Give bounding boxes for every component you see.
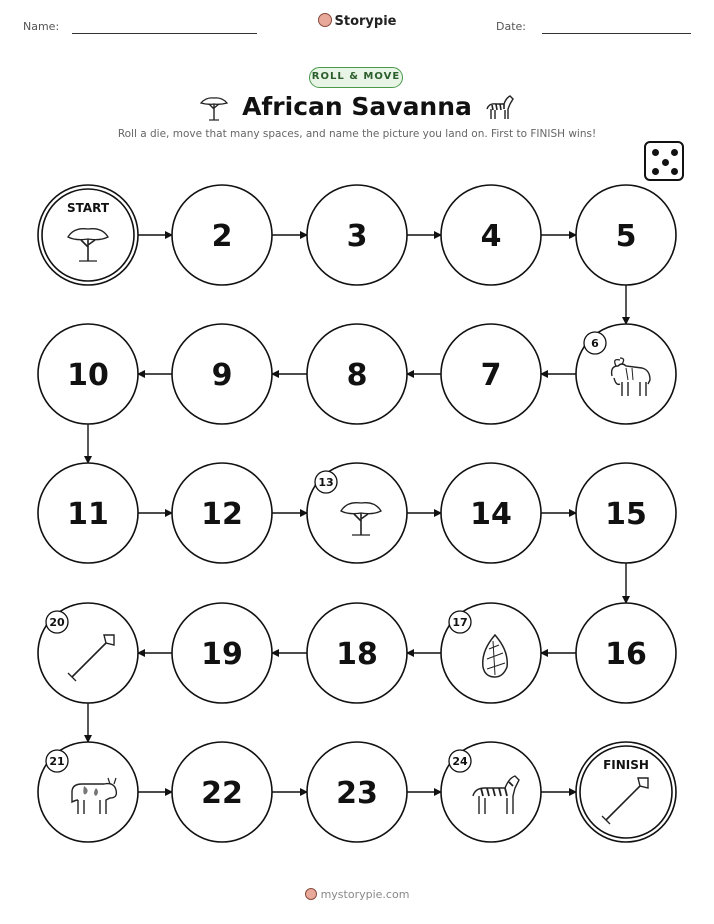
space-number: 15 — [605, 497, 647, 532]
board-space — [172, 603, 272, 703]
board-space — [441, 463, 541, 563]
space-number: 13 — [318, 476, 334, 489]
footer-url: mystorypie.com — [320, 888, 410, 901]
space-number: 9 — [211, 358, 233, 393]
start-label: START — [66, 201, 110, 215]
space-number: 2 — [211, 219, 233, 254]
board-space — [441, 742, 541, 842]
board-space — [576, 603, 676, 703]
board-space — [576, 463, 676, 563]
board-space — [307, 324, 407, 424]
space-number: 4 — [480, 219, 502, 254]
board-space — [172, 185, 272, 285]
board-space — [172, 742, 272, 842]
board-space — [576, 742, 676, 842]
space-number: 19 — [201, 637, 243, 672]
space-number: 12 — [201, 497, 243, 532]
space-number: 14 — [470, 497, 512, 532]
space-number: 23 — [336, 776, 378, 811]
board-space — [38, 603, 138, 703]
footer — [0, 888, 714, 901]
title-text: African Savanna — [242, 92, 472, 121]
space-number: 11 — [67, 497, 109, 532]
storypie-logo-icon — [305, 888, 317, 900]
board-space — [38, 463, 138, 563]
board-space — [307, 603, 407, 703]
space-number: 24 — [452, 755, 468, 768]
brand-name: Storypie — [334, 14, 397, 29]
space-number: 18 — [336, 637, 378, 672]
space-number: 22 — [201, 776, 243, 811]
board-space — [172, 324, 272, 424]
space-number: 5 — [615, 219, 637, 254]
roll-and-move-badge: ROLL & MOVE — [309, 67, 403, 88]
space-number: 20 — [49, 616, 65, 629]
space-number: 3 — [346, 219, 368, 254]
space-number: 7 — [480, 358, 502, 393]
board-space — [172, 463, 272, 563]
board-space — [441, 603, 541, 703]
space-number: 8 — [346, 358, 368, 393]
space-number: 10 — [67, 358, 109, 393]
board-space — [576, 185, 676, 285]
board-space — [441, 324, 541, 424]
date-label: Date: — [496, 20, 526, 33]
space-number: 21 — [49, 755, 65, 768]
finish-label: FINISH — [603, 758, 649, 772]
board-space — [307, 463, 407, 563]
board-space — [576, 324, 676, 424]
board-space — [38, 185, 138, 285]
board-space — [38, 742, 138, 842]
space-number: 17 — [452, 616, 468, 629]
name-label: Name: — [23, 20, 60, 33]
space-number: 6 — [591, 337, 599, 350]
board-space — [38, 324, 138, 424]
board-space — [307, 742, 407, 842]
instructions-text: Roll a die, move that many spaces, and name the picture you land on. First to FINISH wins! — [117, 128, 597, 140]
space-number: 16 — [605, 637, 647, 672]
board-space — [441, 185, 541, 285]
board-space — [307, 185, 407, 285]
